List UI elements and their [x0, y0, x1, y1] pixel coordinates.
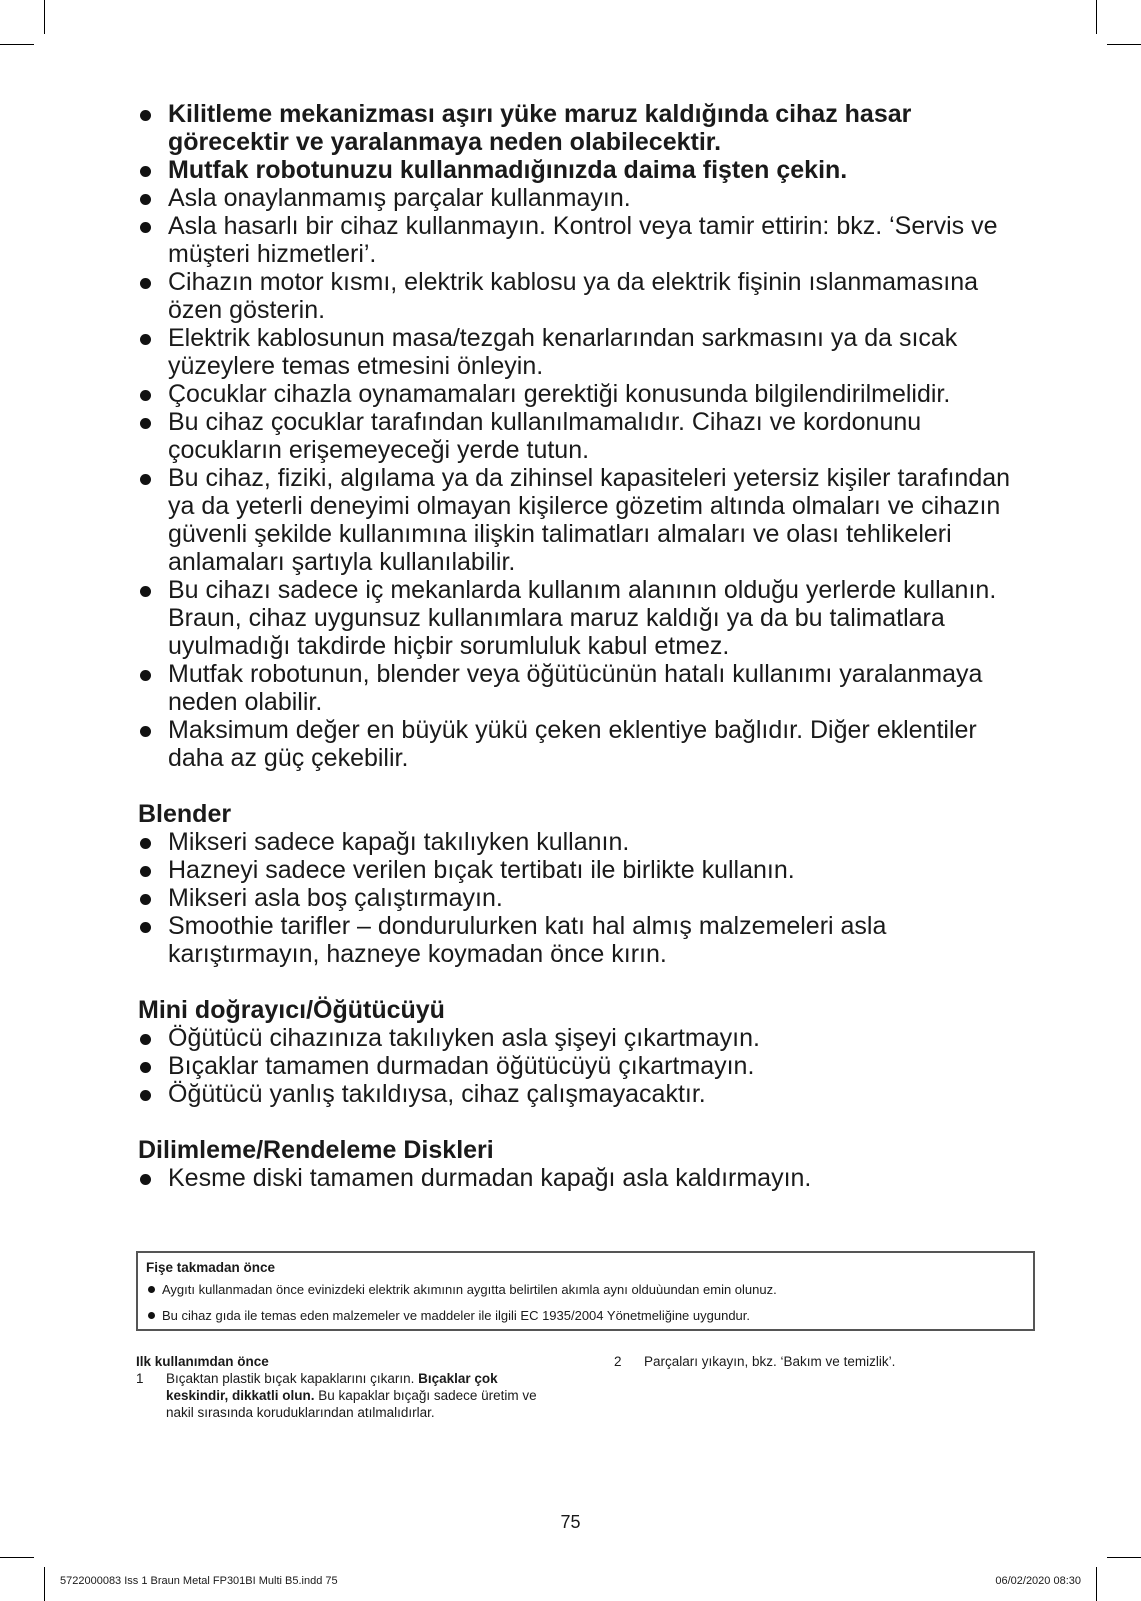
blender-section [138, 800, 1038, 968]
bullet-item [138, 660, 1038, 716]
footer-file-info: 5722000083 Iss 1 Braun Metal FP301BI Multi B5.indd 75 [60, 1575, 338, 1587]
bullet-item [138, 912, 1038, 968]
bullet-text: Asla onaylanmamış parçalar kullanmayın. [168, 184, 631, 212]
first-use-column-right [614, 1353, 1034, 1370]
bullet-icon [140, 334, 151, 345]
bullet-text: Smoothie tarifler – dondurulurken katı hal almış malzemeleri asla karıştırmayın, hazneye koymadan önce kırın. [168, 912, 887, 968]
bullet-item [138, 464, 1038, 576]
bullet-text: Hazneyi sadece verilen bıçak tertibatı ile birlikte kullanın. [168, 856, 795, 884]
bullet-text: Kilitleme mekanizması aşırı yüke maruz kaldığında cihaz hasar görecektir ve yaralanmaya neden olabilecektir. [168, 100, 912, 156]
bullet-text: Asla hasarlı bir cihaz kullanmayın. Kontrol veya tamir ettirin: bkz. ‘Servis ve müşteri hizmetleri’. [168, 212, 998, 268]
bullet-item [138, 1052, 1038, 1080]
crop-mark [0, 44, 34, 45]
bullet-item [138, 324, 1038, 380]
bullet-item [138, 184, 1038, 212]
step-1 [136, 1370, 556, 1421]
safety-list [138, 100, 1038, 772]
blender-list [138, 828, 1038, 968]
bullet-icon [148, 1286, 155, 1293]
bullet-item [138, 1164, 1038, 1192]
bullet-text: Bu cihaz çocuklar tarafından kullanılmamalıdır. Cihazı ve kordonunu çocukların erişemeyeceği yerde tutun. [168, 408, 922, 464]
crop-mark [44, 0, 45, 34]
bullet-item [138, 212, 1038, 268]
main-content [138, 100, 1038, 1192]
step-2 [614, 1353, 1034, 1370]
bullet-icon [140, 194, 151, 205]
section-heading: Dilimleme/Rendeleme Diskleri [138, 1136, 494, 1164]
bullet-icon [140, 418, 151, 429]
mini-chopper-section [138, 996, 1038, 1108]
bullet-text: Mutfak robotunuzu kullanmadığınızda daima fişten çekin. [168, 156, 848, 184]
bullet-item [138, 1080, 1038, 1108]
bullet-icon [140, 838, 151, 849]
bullet-icon [140, 726, 151, 737]
mini-list [138, 1024, 1038, 1108]
bullet-icon [140, 110, 151, 121]
bullet-item [138, 716, 1038, 772]
bullet-item [138, 576, 1038, 660]
crop-mark [44, 1567, 45, 1601]
bullet-item [138, 100, 1038, 156]
bullet-text: Bu cihazı sadece iç mekanlarda kullanım alanının olduğu yerlerde kullanın. Braun, cihaz uygunsuz kullanımlara maruz kaldığı ya da bu talimatlara uyulmadığı takdirde hiçbir sorumluluk kabul etmez. [168, 576, 997, 660]
bullet-text: Aygıtı kullanmadan önce evinizdeki elektrik akımının aygıtta belirtilen akımla aynı olduùundan emin olunuz. [162, 1282, 777, 1297]
bullet-icon [140, 222, 151, 233]
bullet-text: Cihazın motor kısmı, elektrik kablosu ya da elektrik fişinin ıslanmamasına özen gösterin. [168, 268, 979, 324]
bullet-icon [140, 1034, 151, 1045]
crop-mark [1107, 1557, 1141, 1558]
box-list [146, 1277, 1025, 1329]
bullet-item [138, 380, 1038, 408]
page-number: 75 [560, 1512, 581, 1532]
bullet-icon [140, 866, 151, 877]
bullet-icon [140, 1062, 151, 1073]
bullet-text: Kesme diski tamamen durmadan kapağı asla kaldırmayın. [168, 1164, 812, 1192]
bullet-icon [140, 670, 151, 681]
before-plugging-box [136, 1251, 1035, 1331]
bullet-item [138, 828, 1038, 856]
bullet-item [138, 156, 1038, 184]
crop-mark [0, 1557, 34, 1558]
bullet-icon [140, 390, 151, 401]
bullet-text: Bu cihaz gıda ile temas eden malzemeler ve maddeler ile ilgili EC 1935/2004 Yönetmeliğine uygundur. [162, 1308, 750, 1323]
bullet-item [138, 884, 1038, 912]
bullet-text: Elektrik kablosunun masa/tezgah kenarlarından sarkmasını ya da sıcak yüzeylere temas etmesini önleyin. [168, 324, 958, 380]
bullet-icon [140, 474, 151, 485]
bullet-icon [140, 586, 151, 597]
bullet-item [138, 1024, 1038, 1052]
step-text: Bıçaktan plastik bıçak kapaklarını çıkarın. [166, 1371, 419, 1386]
crop-mark [1096, 1567, 1097, 1601]
bullet-icon [140, 922, 151, 933]
bullet-text: Öğütücü cihazınıza takılıyken asla şişeyi çıkartmayın. [168, 1024, 760, 1052]
footer-date: 06/02/2020 08:30 [995, 1575, 1081, 1587]
crop-mark [1107, 44, 1141, 45]
discs-section [138, 1136, 1038, 1192]
bullet-item [146, 1303, 1025, 1329]
bullet-text: Bu cihaz, fiziki, algılama ya da zihinsel kapasiteleri yetersiz kişiler tarafından ya da yeterli deneyimi olmayan kişilerce gözetim altında olmaları ve cihazın güvenli şekilde kullanımına ilişkin talimatları almaları ve olası tehlikeleri anlamaları şartıyla kullanılabilir. [168, 464, 1011, 576]
bullet-item [146, 1277, 1025, 1303]
bullet-item [138, 856, 1038, 884]
crop-mark [1096, 0, 1097, 34]
step-number: 1 [136, 1371, 144, 1386]
first-use-column [136, 1353, 556, 1421]
bullet-item [138, 268, 1038, 324]
bullet-icon [148, 1312, 155, 1319]
bullet-text: Mutfak robotunun, blender veya öğütücünün hatalı kullanımı yaralanmaya neden olabilir. [168, 660, 983, 716]
box-title: Fişe takmadan önce [146, 1260, 276, 1275]
bullet-icon [140, 278, 151, 289]
step-warning: Bıçaklar çok keskindir, dikkatli olun. [166, 1371, 498, 1403]
bullet-icon [140, 166, 151, 177]
bullet-text: Öğütücü yanlış takıldıysa, cihaz çalışmayacaktır. [168, 1080, 706, 1108]
bullet-text: Mikseri asla boş çalıştırmayın. [168, 884, 503, 912]
bullet-icon [140, 1174, 151, 1185]
bullet-text: Çocuklar cihazla oynamamaları gerektiği konusunda bilgilendirilmelidir. [168, 380, 951, 408]
section-heading: Mini doğrayıcı/Öğütücüyü [138, 996, 445, 1024]
step-text: Parçaları yıkayın, bkz. ‘Bakım ve temizlik’. [644, 1354, 896, 1369]
bullet-icon [140, 894, 151, 905]
discs-list [138, 1164, 1038, 1192]
bullet-item [138, 408, 1038, 464]
bullet-icon [140, 1090, 151, 1101]
section-heading: Blender [138, 800, 232, 828]
step-number: 2 [614, 1354, 622, 1369]
bullet-text: Mikseri sadece kapağı takılıyken kullanın. [168, 828, 630, 856]
step-text: Bu kapaklar bıçağı sadece üretim ve nakil sırasında koruduklarından atılmalıdırlar. [166, 1388, 537, 1420]
bullet-text: Bıçaklar tamamen durmadan öğütücüyü çıkartmayın. [168, 1052, 755, 1080]
bullet-text: Maksimum değer en büyük yükü çeken eklentiye bağlıdır. Diğer eklentiler daha az güç çekebilir. [168, 716, 977, 772]
first-use-title: Ilk kullanımdan önce [136, 1354, 269, 1369]
